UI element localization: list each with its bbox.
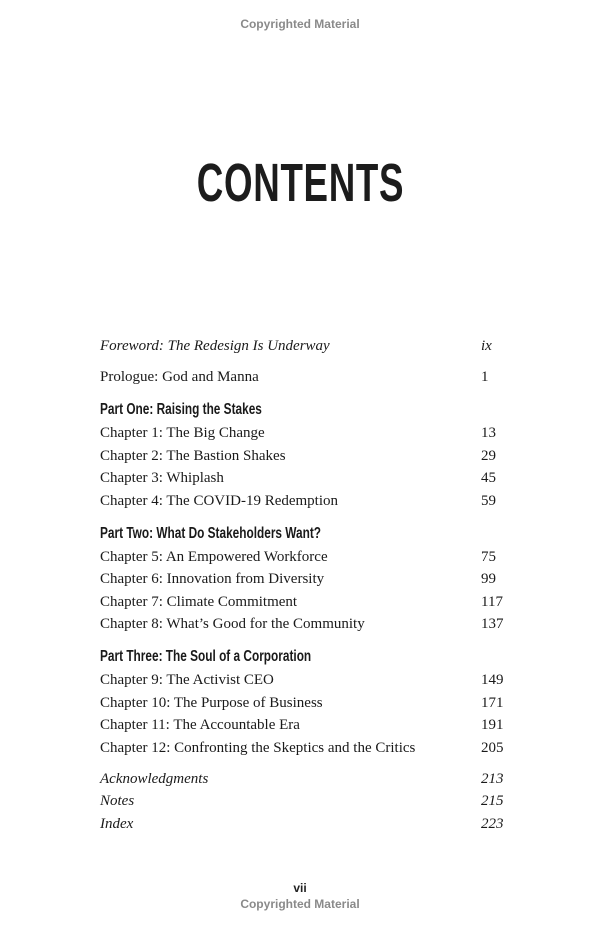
entry-title: Chapter 8: What’s Good for the Community: [100, 616, 365, 632]
entry-page: 13: [481, 425, 496, 441]
toc-entry: [100, 613, 520, 636]
part-heading: Part One: Raising the Stakes: [100, 401, 262, 418]
entry-page: 205: [481, 739, 504, 756]
toc-entry: [100, 591, 520, 614]
toc-entry: [100, 546, 520, 569]
page-number: vii: [293, 881, 307, 895]
entry-page: 29: [481, 447, 496, 464]
entry-title: Chapter 1: The Big Change: [100, 425, 265, 441]
toc-group: [100, 366, 520, 389]
toc-back-matter: [100, 768, 520, 836]
entry-page: 213: [481, 770, 504, 787]
entry-title: Chapter 6: Innovation from Diversity: [100, 571, 325, 587]
entry-page: 59: [481, 492, 496, 509]
toc-entry: [100, 422, 520, 445]
entry-page: 149: [481, 672, 504, 688]
entry-page: 117: [481, 593, 503, 610]
watermark-bottom: Copyrighted Material: [240, 897, 360, 911]
entry-title: Chapter 12: Confronting the Skeptics and the Critics: [100, 739, 416, 756]
entry-title: Notes: [100, 793, 135, 809]
toc-entry: [100, 768, 520, 791]
entry-page: 75: [481, 548, 496, 565]
entry-page: 137: [481, 616, 504, 632]
entry-page: 171: [481, 694, 504, 711]
entry-title: Index: [100, 815, 134, 832]
toc-entry: [100, 669, 520, 692]
entry-title: Chapter 5: An Empowered Workforce: [100, 548, 328, 565]
entry-page: 223: [481, 815, 504, 832]
part-heading: Part Two: What Do Stakeholders Want?: [100, 524, 322, 542]
toc-entry: [100, 813, 520, 836]
entry-page: 191: [481, 717, 504, 733]
entry-page: 99: [481, 571, 496, 587]
entry-title: Chapter 3: Whiplash: [100, 470, 224, 486]
toc-entry: [100, 467, 520, 490]
toc-entry: [100, 714, 520, 737]
toc-entry: [100, 692, 520, 715]
entry-title: Foreword: The Redesign Is Underway: [100, 338, 330, 354]
entry-title: Chapter 10: The Purpose of Business: [100, 694, 323, 711]
toc-entry: [100, 366, 520, 389]
entry-title: Chapter 9: The Activist CEO: [100, 672, 274, 688]
toc-entry: [100, 490, 520, 513]
toc-entry: [100, 568, 520, 591]
toc-entry: [100, 737, 520, 760]
entry-page: 45: [481, 470, 496, 486]
toc-group: [100, 335, 520, 358]
entry-title: Acknowledgments: [100, 770, 209, 787]
toc-part: [100, 644, 520, 759]
part-heading: Part Three: The Soul of a Corporation: [100, 648, 312, 665]
entry-title: Prologue: God and Manna: [100, 369, 259, 385]
table-of-contents: [100, 335, 520, 835]
toc-part: [100, 521, 520, 636]
entry-page: 1: [481, 369, 489, 385]
toc-entry: [100, 790, 520, 813]
entry-title: Chapter 11: The Accountable Era: [100, 717, 300, 733]
toc-entry: [100, 335, 520, 358]
entry-title: Chapter 7: Climate Commitment: [100, 593, 298, 610]
page-title: CONTENTS: [196, 153, 404, 213]
entry-page: ix: [481, 338, 492, 354]
entry-title: Chapter 4: The COVID-19 Redemption: [100, 492, 339, 509]
toc-entry: [100, 445, 520, 468]
watermark-top: Copyrighted Material: [240, 17, 360, 31]
toc-part: [100, 397, 520, 512]
entry-title: Chapter 2: The Bastion Shakes: [100, 447, 286, 464]
entry-page: 215: [481, 793, 504, 809]
